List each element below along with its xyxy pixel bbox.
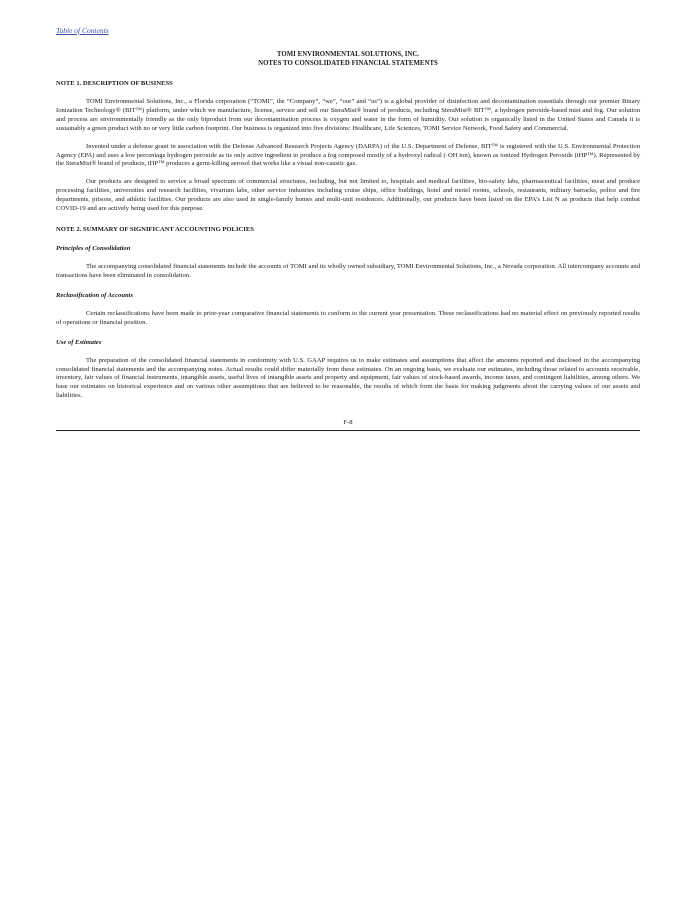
reclassification-text: Certain reclassifications have been made to prior-year comparative financial statements to conform to the current year presentation. These reclassifications had no material effect on previously reported results of operations or financial position. bbox=[56, 309, 640, 326]
document-header bbox=[56, 50, 640, 68]
note-1-paragraph-2: Invented under a defense grant in association with the Defense Advanced Research Projects Agency (DARPA) of the U.S. Department of Defense, BIT™ is registered with the U.S. Environmental Protection Agency (EPA) and uses a low percentage hydrogen peroxide as its only active ingredient to produce a fog composed mostly of a hydroxyl radical (·OH ion), known as ionized Hydrogen Peroxide (iHP™). Represented by the SteraMist® brand of products, iHP™ produces a germ-killing aerosol that works like a visual non-caustic gas. bbox=[56, 142, 640, 168]
company-name: TOMI ENVIRONMENTAL SOLUTIONS, INC. bbox=[276, 51, 420, 58]
use-of-estimates-text: The preparation of the consolidated financial statements in conformity with U.S. GAAP requires us to make estimates and assumptions that affect the amounts reported and disclosed in the accompanying consolidated financial statements and the accompanying notes. Actual results could differ materially from these estimates. On an ongoing basis, we evaluate our estimates, including those related to accounts receivable, inventory, fair values of financial instruments, intangible assets, useful lives of intangible assets and property and equipment, fair values of stock-based awards, income taxes, and contingent liabilities, among others. We base our estimates on historical experience and on various other assumptions that are believed to be reasonable, the results of which form the basis for making judgments about the carrying values of our assets and liabilities. bbox=[56, 356, 640, 400]
table-of-contents-link[interactable]: Table of Contents bbox=[56, 26, 109, 35]
use-of-estimates-heading: Use of Estimates bbox=[56, 338, 102, 346]
reclassification-heading: Reclassification of Accounts bbox=[56, 291, 134, 299]
principles-of-consolidation-text: The accompanying consolidated financial statements include the accounts of TOMI and its wholly owned subsidiary, TOMI Environmental Solutions, Inc., a Nevada corporation. All intercompany accounts and transactions have been eliminated in consolidation. bbox=[56, 262, 640, 279]
document-page bbox=[56, 20, 640, 439]
page-number: F-8 bbox=[343, 419, 353, 427]
note-2-heading: NOTE 2. SUMMARY OF SIGNIFICANT ACCOUNTING POLICIES bbox=[56, 225, 254, 233]
note-1-paragraph-3: Our products are designed to service a broad spectrum of commercial structures, including, but not limited to, hospitals and medical facilities, bio-safety labs, pharmaceutical facilities, meat and produce processing facilities, universities and research facilities, vivarium labs, other service industries including cruise ships, office buildings, hotel and motel rooms, schools, restaurants, military barracks, police and fire departments, prisons, and athletic facilities. Our products are also used in single-family homes and multi-unit residences. Additionally, our products have been listed on the EPA’s List N as products that help combat COVID-19 and are actively being used for this purpose. bbox=[56, 178, 640, 213]
note-1-paragraph-1: TOMI Environmental Solutions, Inc., a Florida corporation (“TOMI”, the “Company”, “we”, “our” and “us”) is a global provider of disinfection and decontamination essentials through our premier Binary Ionization Technology® (BIT™) platform, under which we manufacture, license, service and sell our SteraMist® brand of products, including SteraMist® BIT™, a hydrogen peroxide-based mist and fog. Our solution and process are environmentally friendly as the only biproduct from our decontamination process is oxygen and water in the form of humidity. Our solution is organically listed in the United States and Canada it is sustainably a green product with no or very little carbon footprint. Our business is organized into five divisions: Healthcare, Life Sciences, TOMI Service Network, Food Safety and Commercial. bbox=[56, 98, 640, 132]
principles-of-consolidation-heading: Principles of Consolidation bbox=[56, 244, 131, 252]
footer-divider bbox=[56, 430, 640, 431]
document-subtitle: NOTES TO CONSOLIDATED FINANCIAL STATEMENTS bbox=[258, 60, 438, 67]
note-1-heading: NOTE 1. DESCRIPTION OF BUSINESS bbox=[56, 80, 173, 87]
